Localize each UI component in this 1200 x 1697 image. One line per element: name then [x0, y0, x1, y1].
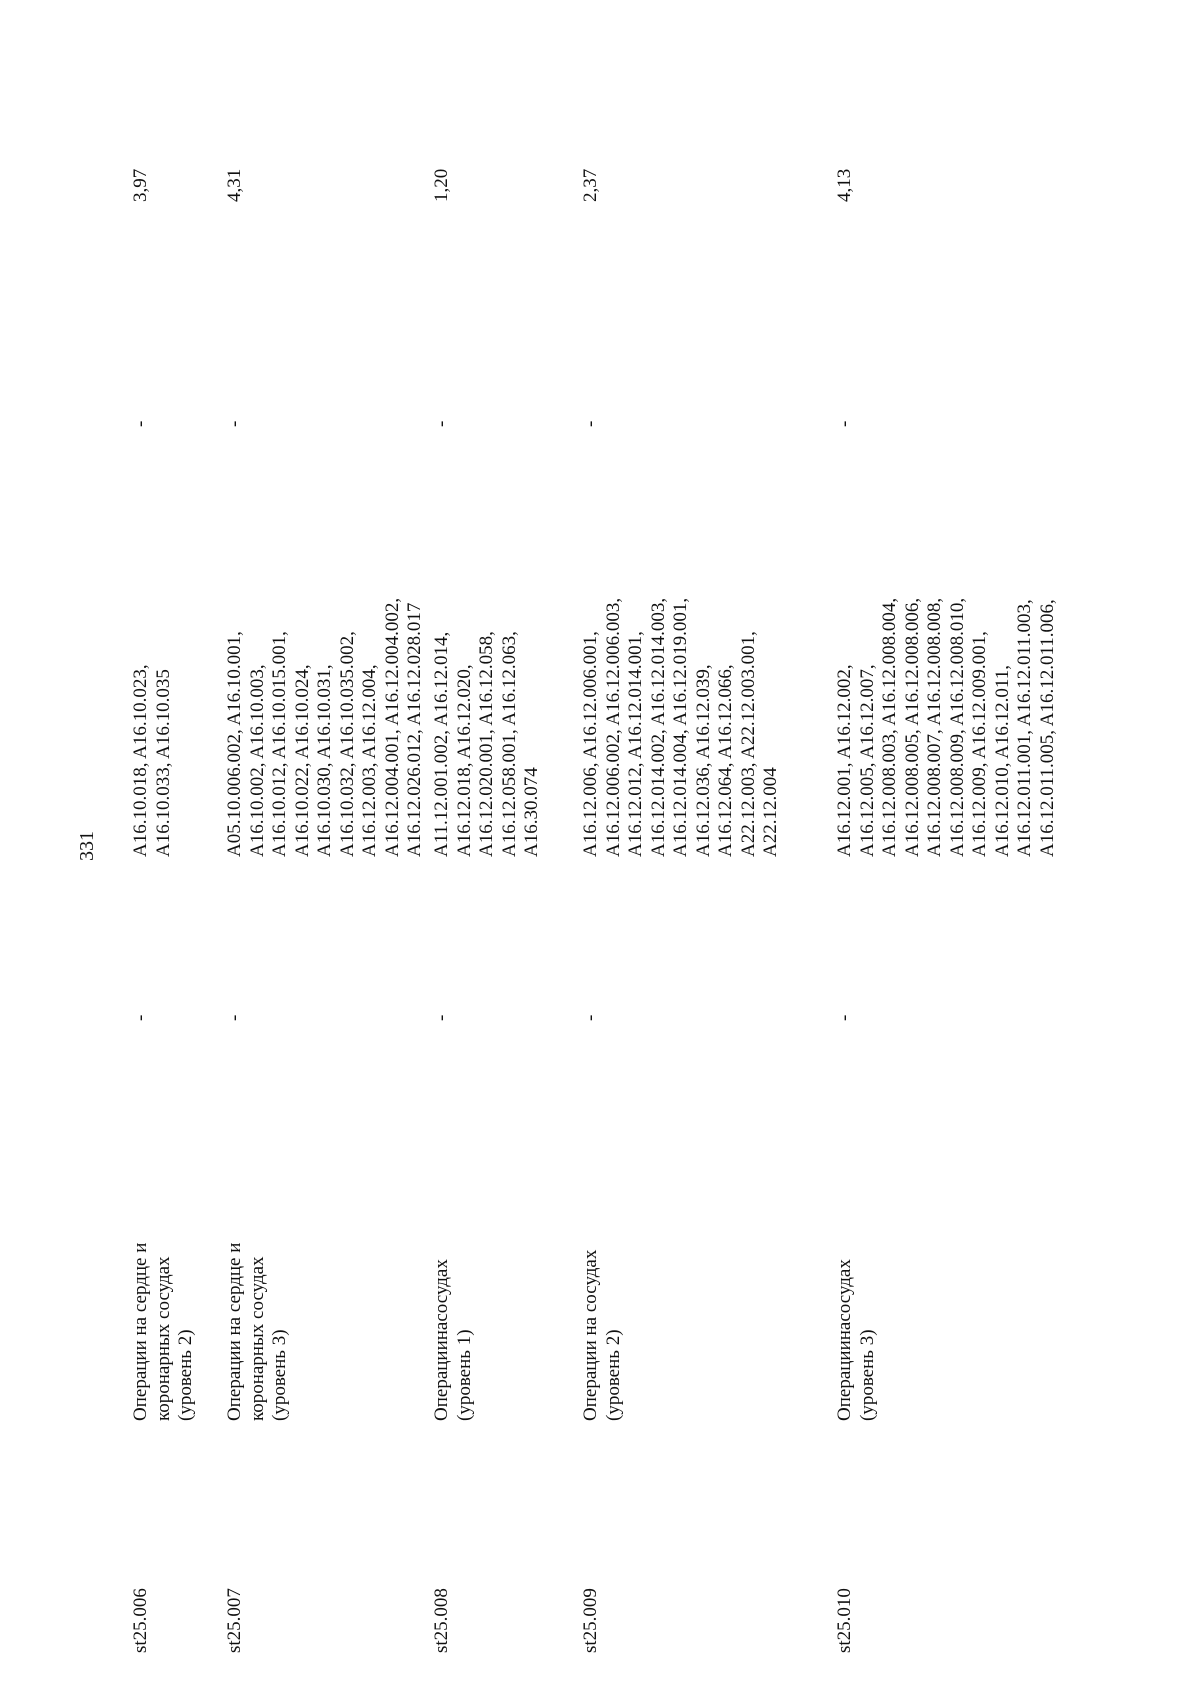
row-services-line: A16.12.004.001, A16.12.004.002, [381, 597, 403, 857]
row-services [431, 631, 544, 857]
row-services-line: A16.12.008.005, A16.12.008.006, [901, 597, 923, 857]
row-services-line: A16.12.006.002, A16.12.006.003, [602, 597, 624, 857]
row-services-line: A16.12.008.007, A16.12.008.008, [924, 597, 945, 857]
row-name-line: (уровень 1) [453, 1329, 475, 1421]
row-name-line: коронарных сосудах [152, 1256, 174, 1421]
row-services-line: A16.12.010, A16.12.011, [991, 665, 1013, 857]
row-name [224, 1243, 292, 1421]
row-name [580, 1250, 625, 1421]
row-services-line: A16.10.032, A16.10.035.002, [336, 631, 358, 857]
row-coefficient: 4,31 [224, 168, 245, 202]
row-services-line: A16.12.001, A16.12.002, [834, 664, 855, 857]
row-name-line: (уровень 2) [602, 1329, 624, 1421]
row-code: st25.010 [834, 1588, 855, 1653]
row-services-line: A16.10.018, A16.10.023, [130, 664, 151, 857]
row-code: st25.008 [431, 1588, 452, 1653]
page-number: 331 [76, 831, 98, 861]
row-services-line: A16.12.011.005, A16.12.011.006, [1036, 599, 1058, 857]
row-column-5: - [580, 420, 601, 427]
row-code: st25.009 [580, 1588, 601, 1653]
row-coefficient: 2,37 [580, 168, 601, 202]
row-services-line: A16.12.005, A16.12.007, [856, 664, 878, 857]
row-services-line: A16.12.026.012, A16.12.028.017 [404, 602, 425, 857]
row-column-3: - [224, 1014, 245, 1021]
row-name-line: Операции на сосудах [580, 1249, 601, 1421]
row-services-line: A16.12.009, A16.12.009.001, [969, 631, 990, 857]
row-services-line: A16.12.018, A16.12.020, [453, 664, 475, 857]
row-services-line: A16.10.002, A16.10.003, [246, 664, 268, 857]
row-services-line: A16.12.058.001, A16.12.063, [498, 631, 520, 857]
row-name-line: Операции на сердце и [224, 1242, 245, 1421]
row-name-line: Операции на сердце и [130, 1242, 151, 1421]
row-name [834, 1259, 879, 1421]
row-services-line: A05.10.006.002, A16.10.001, [224, 631, 245, 857]
row-services-line: A16.10.022, A16.10.024, [291, 664, 313, 857]
row-services-line: A16.12.003, A16.12.004, [359, 664, 380, 857]
row-name-line: (уровень 3) [856, 1329, 878, 1421]
row-services-line: A16.30.074 [521, 767, 542, 857]
row-services [224, 598, 427, 857]
row-services-line: A22.12.004 [760, 767, 781, 857]
row-services-line: A16.12.014.004, A16.12.019.001, [670, 597, 691, 857]
row-code: st25.006 [130, 1588, 151, 1653]
row-coefficient: 1,20 [431, 168, 452, 202]
row-services-line: A16.10.033, A16.10.035 [152, 669, 174, 857]
row-services-line: A16.12.008.009, A16.12.008.010, [946, 597, 968, 857]
row-column-5: - [431, 420, 452, 427]
row-services [834, 598, 1059, 857]
row-services [130, 664, 175, 857]
row-column-5: - [130, 420, 151, 427]
row-services-line: A16.12.011.001, A16.12.011.003, [1014, 599, 1035, 857]
row-services-line: A16.10.030, A16.10.031, [314, 664, 335, 857]
row-name-line: коронарных сосудах [246, 1256, 268, 1421]
row-code: st25.007 [224, 1588, 245, 1653]
row-column-3: - [431, 1014, 452, 1021]
row-column-3: - [834, 1014, 855, 1021]
row-services-line: A16.12.036, A16.12.039, [692, 664, 714, 857]
row-name [130, 1243, 198, 1421]
row-services-line: A16.12.020.001, A16.12.058, [476, 631, 497, 857]
row-services-line: A11.12.001.002, A16.12.014, [431, 631, 452, 857]
row-coefficient: 3,97 [130, 168, 151, 202]
row-column-5: - [224, 420, 245, 427]
row-services-line: A16.12.006, A16.12.006.001, [580, 631, 601, 857]
row-coefficient: 4,13 [834, 168, 855, 202]
row-name-line: (уровень 3) [269, 1329, 290, 1421]
row-name-line: (уровень 2) [175, 1329, 196, 1421]
row-column-3: - [130, 1014, 151, 1021]
row-services-line: A16.10.012, A16.10.015.001, [269, 631, 290, 857]
row-services-line: A22.12.003, A22.12.003.001, [737, 631, 759, 857]
row-services-line: A16.12.008.003, A16.12.008.004, [879, 597, 900, 857]
row-column-5: - [834, 420, 855, 427]
row-name-line: Операциинасосудах [834, 1259, 855, 1421]
row-services-line: A16.12.014.002, A16.12.014.003, [647, 597, 669, 857]
row-name [431, 1259, 476, 1421]
row-services-line: A16.12.064, A16.12.066, [715, 664, 736, 857]
row-column-3: - [580, 1014, 601, 1021]
row-services [580, 598, 783, 857]
row-name-line: Операциинасосудах [431, 1259, 452, 1421]
row-services-line: A16.12.012, A16.12.014.001, [625, 631, 646, 857]
